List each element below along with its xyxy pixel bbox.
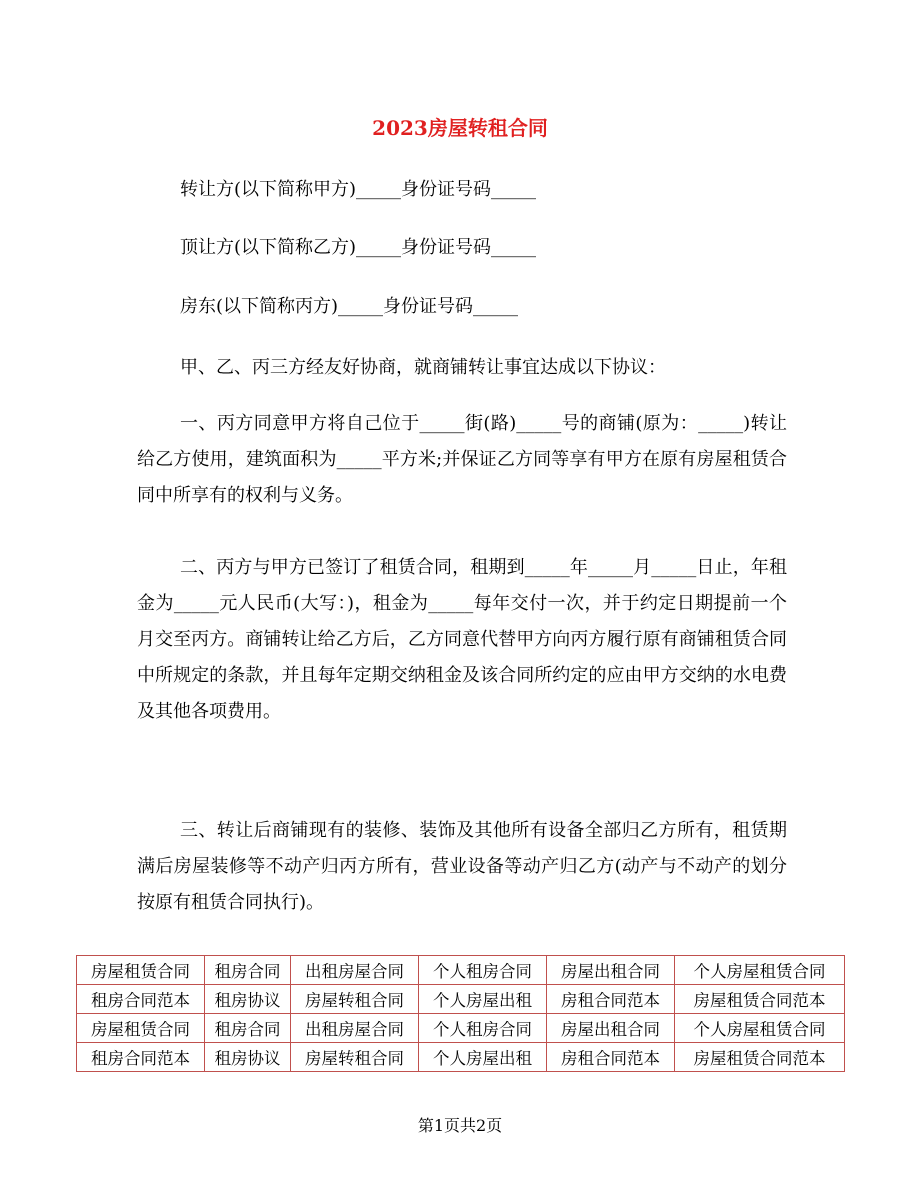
table-row [77,985,845,1014]
party-transferee: 顶让方(以下简称乙方)_____身份证号码_____ [180,237,537,258]
link-cell[interactable]: 租房合同范本 [77,1043,205,1072]
clause-1: 一、丙方同意甲方将自己位于_____街(路)_____号的商铺(原为：_____)转让给乙方使用，建筑面积为_____平方米;并保证乙方同等享有甲方在原有房屋租赁合同中所享有的权利与义务。 [137,413,787,506]
link-cell[interactable]: 租房合同 [205,956,291,985]
link-cell[interactable]: 房屋租赁合同范本 [675,1043,845,1072]
link-cell[interactable]: 房屋租赁合同范本 [675,985,845,1014]
document-title: 2023房屋转租合同 [372,116,548,140]
intro-paragraph: 甲、乙、丙三方经友好协商，就商铺转让事宜达成以下协议： [180,357,666,378]
link-cell[interactable]: 租房合同范本 [77,985,205,1014]
link-cell[interactable]: 房屋出租合同 [547,956,675,985]
link-cell[interactable]: 出租房屋合同 [291,956,419,985]
link-cell[interactable]: 租房协议 [205,985,291,1014]
table-row [77,1014,845,1043]
link-cell[interactable]: 租房协议 [205,1043,291,1072]
clause-2: 二、丙方与甲方已签订了租赁合同，租期到_____年_____月_____日止，年租金为_____元人民币(大写：)，租金为_____每年交付一次，并于约定日期提前一个月交至丙方。商铺转让给乙方后，乙方同意代替甲方向丙方履行原有商铺租赁合同中所规定的条款，并且每年定期交纳租金及该合同所约定的应由甲方交纳的水电费及其他各项费用。 [137,557,787,722]
related-links-table [76,955,845,1072]
table-row [77,1043,845,1072]
link-cell[interactable]: 个人租房合同 [419,1014,547,1043]
link-cell[interactable]: 个人房屋租赁合同 [675,956,845,985]
table-row [77,956,845,985]
link-cell[interactable]: 个人房屋出租 [419,985,547,1014]
party-transferor: 转让方(以下简称甲方)_____身份证号码_____ [180,179,537,200]
party-landlord: 房东(以下简称丙方)_____身份证号码_____ [180,296,519,317]
link-cell[interactable]: 房屋租赁合同 [77,956,205,985]
page-footer: 第1页共2页 [417,1116,503,1135]
link-cell[interactable]: 个人房屋租赁合同 [675,1014,845,1043]
link-cell[interactable]: 个人租房合同 [419,956,547,985]
link-cell[interactable]: 个人房屋出租 [419,1043,547,1072]
link-cell[interactable]: 房租合同范本 [547,985,675,1014]
link-cell[interactable]: 房屋出租合同 [547,1014,675,1043]
link-cell[interactable]: 出租房屋合同 [291,1014,419,1043]
clause-3: 三、转让后商铺现有的装修、装饰及其他所有设备全部归乙方所有，租赁期满后房屋装修等不动产归丙方所有，营业设备等动产归乙方(动产与不动产的划分按原有租赁合同执行)。 [137,820,787,913]
link-cell[interactable]: 租房合同 [205,1014,291,1043]
link-cell[interactable]: 房屋转租合同 [291,985,419,1014]
link-cell[interactable]: 房租合同范本 [547,1043,675,1072]
link-cell[interactable]: 房屋转租合同 [291,1043,419,1072]
link-cell[interactable]: 房屋租赁合同 [77,1014,205,1043]
